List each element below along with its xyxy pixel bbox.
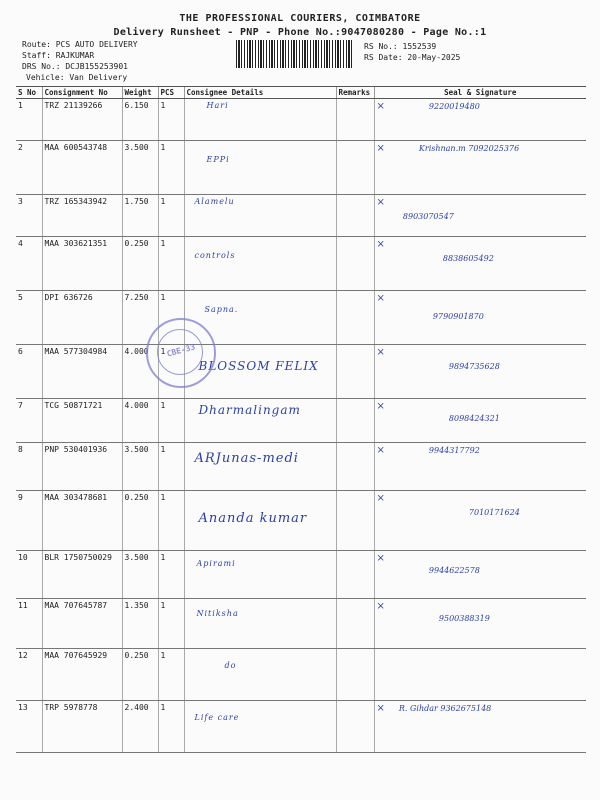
row-pcs: 1 <box>158 399 184 443</box>
col-pcs-header: PCS <box>158 87 184 99</box>
row-remarks <box>336 443 374 491</box>
row-sno: 4 <box>16 237 42 291</box>
row-pcs: 1 <box>158 291 184 345</box>
col-consignment-header: Consignment No <box>42 87 122 99</box>
signature-text: 8903070547 <box>402 212 454 221</box>
stamp-text: CBE-33 <box>165 342 197 359</box>
signature-mark: × <box>376 239 385 250</box>
row-remarks <box>336 291 374 345</box>
row-consignee: BLOSSOM FELIX <box>184 345 336 399</box>
row-weight: 4.000 <box>122 345 158 399</box>
table-header-row <box>16 87 586 99</box>
row-weight: 7.250 <box>122 291 158 345</box>
col-consignee-header: Consignee Details <box>184 87 336 99</box>
company-title: THE PROFESSIONAL COURIERS, COIMBATORE <box>179 13 421 24</box>
row-consignment-no: TRZ 165343942 <box>42 195 122 237</box>
row-sno: 7 <box>16 399 42 443</box>
signature-mark: × <box>376 601 385 612</box>
row-pcs: 1 <box>158 99 184 141</box>
row-sno: 1 <box>16 99 42 141</box>
row-remarks <box>336 345 374 399</box>
row-pcs: 1 <box>158 491 184 551</box>
row-signature <box>374 195 586 237</box>
row-remarks <box>336 237 374 291</box>
table-row <box>16 141 586 195</box>
signature-text: 9500388319 <box>438 614 490 623</box>
row-weight: 6.150 <box>122 99 158 141</box>
row-pcs: 1 <box>158 551 184 599</box>
row-weight: 2.400 <box>122 701 158 753</box>
signature-mark: × <box>376 293 385 304</box>
signature-text: 9790901870 <box>432 312 484 321</box>
route-label: Route: PCS AUTO DELIVERY <box>22 40 138 49</box>
row-sno: 10 <box>16 551 42 599</box>
col-sno-header: S No <box>16 87 42 99</box>
row-consignment-no: DPI 636726 <box>42 291 122 345</box>
row-pcs: 1 <box>158 649 184 701</box>
row-pcs: 1 <box>158 443 184 491</box>
row-consignee: Hari <box>184 99 336 141</box>
drs-number: DRS No.: DCJB155253901 <box>22 62 128 71</box>
row-consignee: Apirami <box>184 551 336 599</box>
table-row <box>16 237 586 291</box>
table-row <box>16 551 586 599</box>
signature-mark: × <box>376 101 385 112</box>
row-sno: 12 <box>16 649 42 701</box>
row-consignee: Nitiksha <box>184 599 336 649</box>
row-signature <box>374 345 586 399</box>
row-signature <box>374 237 586 291</box>
signature-mark: × <box>376 143 385 154</box>
row-remarks <box>336 491 374 551</box>
row-consignee: ARJunas-medi <box>184 443 336 491</box>
courier-stamp <box>146 318 216 388</box>
signature-text: 9944317792 <box>428 446 480 455</box>
row-weight: 3.500 <box>122 551 158 599</box>
row-signature <box>374 551 586 599</box>
signature-text: 7010171624 <box>468 508 520 517</box>
table-row <box>16 99 586 141</box>
row-consignment-no: MAA 600543748 <box>42 141 122 195</box>
row-consignee: Life care <box>184 701 336 753</box>
row-signature <box>374 443 586 491</box>
row-consignment-no: MAA 707645787 <box>42 599 122 649</box>
row-consignment-no: MAA 707645929 <box>42 649 122 701</box>
table-row <box>16 701 586 753</box>
row-weight: 0.250 <box>122 237 158 291</box>
row-consignee: Alamelu <box>184 195 336 237</box>
row-sno: 9 <box>16 491 42 551</box>
row-consignee: EPPi <box>184 141 336 195</box>
row-sno: 8 <box>16 443 42 491</box>
row-weight: 1.350 <box>122 599 158 649</box>
table-row <box>16 399 586 443</box>
row-weight: 3.500 <box>122 141 158 195</box>
rs-number: RS No.: 1552539 <box>364 42 437 51</box>
row-consignee: Sapna. <box>184 291 336 345</box>
col-weight-header: Weight <box>122 87 158 99</box>
row-signature <box>374 701 586 753</box>
signature-text: 8098424321 <box>448 414 500 423</box>
row-remarks <box>336 195 374 237</box>
row-weight: 1.750 <box>122 195 158 237</box>
signature-text: 9220019480 <box>428 102 480 111</box>
row-consignee: Ananda kumar <box>184 491 336 551</box>
row-signature <box>374 99 586 141</box>
row-consignment-no: TRZ 21139266 <box>42 99 122 141</box>
row-remarks <box>336 141 374 195</box>
signature-mark: × <box>376 703 385 714</box>
row-consignment-no: MAA 303478681 <box>42 491 122 551</box>
row-pcs: 1 <box>158 195 184 237</box>
row-consignee: do <box>184 649 336 701</box>
signature-text: 9894735628 <box>448 362 500 371</box>
signature-mark: × <box>376 493 385 504</box>
signature-mark: × <box>376 445 385 456</box>
signature-mark: × <box>376 197 385 208</box>
row-pcs: 1 <box>158 237 184 291</box>
row-pcs: 1 <box>158 141 184 195</box>
row-signature <box>374 141 586 195</box>
table-row <box>16 443 586 491</box>
row-sno: 5 <box>16 291 42 345</box>
signature-text: R. Gihdar 9362675148 <box>398 704 492 713</box>
row-signature <box>374 399 586 443</box>
row-signature <box>374 491 586 551</box>
row-remarks <box>336 551 374 599</box>
row-weight: 0.250 <box>122 649 158 701</box>
table-row <box>16 291 586 345</box>
signature-mark: × <box>376 401 385 412</box>
rs-date: RS Date: 20-May-2025 <box>364 53 461 62</box>
row-remarks <box>336 99 374 141</box>
runsheet-subtitle: Delivery Runsheet - PNP - Phone No.:9047080280 - Page No.:1 <box>113 27 487 38</box>
staff-label: Staff: RAJKUMAR <box>22 51 95 60</box>
row-signature <box>374 291 586 345</box>
row-pcs: 1 <box>158 599 184 649</box>
row-remarks <box>336 599 374 649</box>
signature-text: 8838605492 <box>442 254 494 263</box>
row-consignment-no: BLR 1750750029 <box>42 551 122 599</box>
vehicle-label: Vehicle: Van Delivery <box>26 73 128 82</box>
signature-text: 9944622578 <box>428 566 480 575</box>
row-sno: 3 <box>16 195 42 237</box>
row-sno: 11 <box>16 599 42 649</box>
signature-text: Krishnan.m 7092025376 <box>418 144 520 153</box>
signature-mark: × <box>376 347 385 358</box>
table-row <box>16 649 586 701</box>
row-remarks <box>336 701 374 753</box>
row-sno: 13 <box>16 701 42 753</box>
col-seal-header: Seal & Signature <box>374 87 586 99</box>
row-consignment-no: PNP 530401936 <box>42 443 122 491</box>
barcode <box>236 40 352 68</box>
row-weight: 0.250 <box>122 491 158 551</box>
signature-mark: × <box>376 553 385 564</box>
row-weight: 3.500 <box>122 443 158 491</box>
row-consignee: Dharmalingam <box>184 399 336 443</box>
table-row <box>16 195 586 237</box>
table-row <box>16 599 586 649</box>
row-signature <box>374 599 586 649</box>
table-row <box>16 345 586 399</box>
table-row <box>16 491 586 551</box>
row-sno: 6 <box>16 345 42 399</box>
row-signature <box>374 649 586 701</box>
row-pcs: 1 <box>158 701 184 753</box>
row-consignment-no: MAA 577304984 <box>42 345 122 399</box>
row-remarks <box>336 649 374 701</box>
row-consignment-no: TCG 50871721 <box>42 399 122 443</box>
row-weight: 4.000 <box>122 399 158 443</box>
runsheet-table <box>16 86 586 753</box>
row-consignee: controls <box>184 237 336 291</box>
row-consignment-no: TRP 5978778 <box>42 701 122 753</box>
col-remarks-header: Remarks <box>336 87 374 99</box>
row-sno: 2 <box>16 141 42 195</box>
row-pcs: 1 <box>158 345 184 399</box>
row-consignment-no: MAA 303621351 <box>42 237 122 291</box>
row-remarks <box>336 399 374 443</box>
